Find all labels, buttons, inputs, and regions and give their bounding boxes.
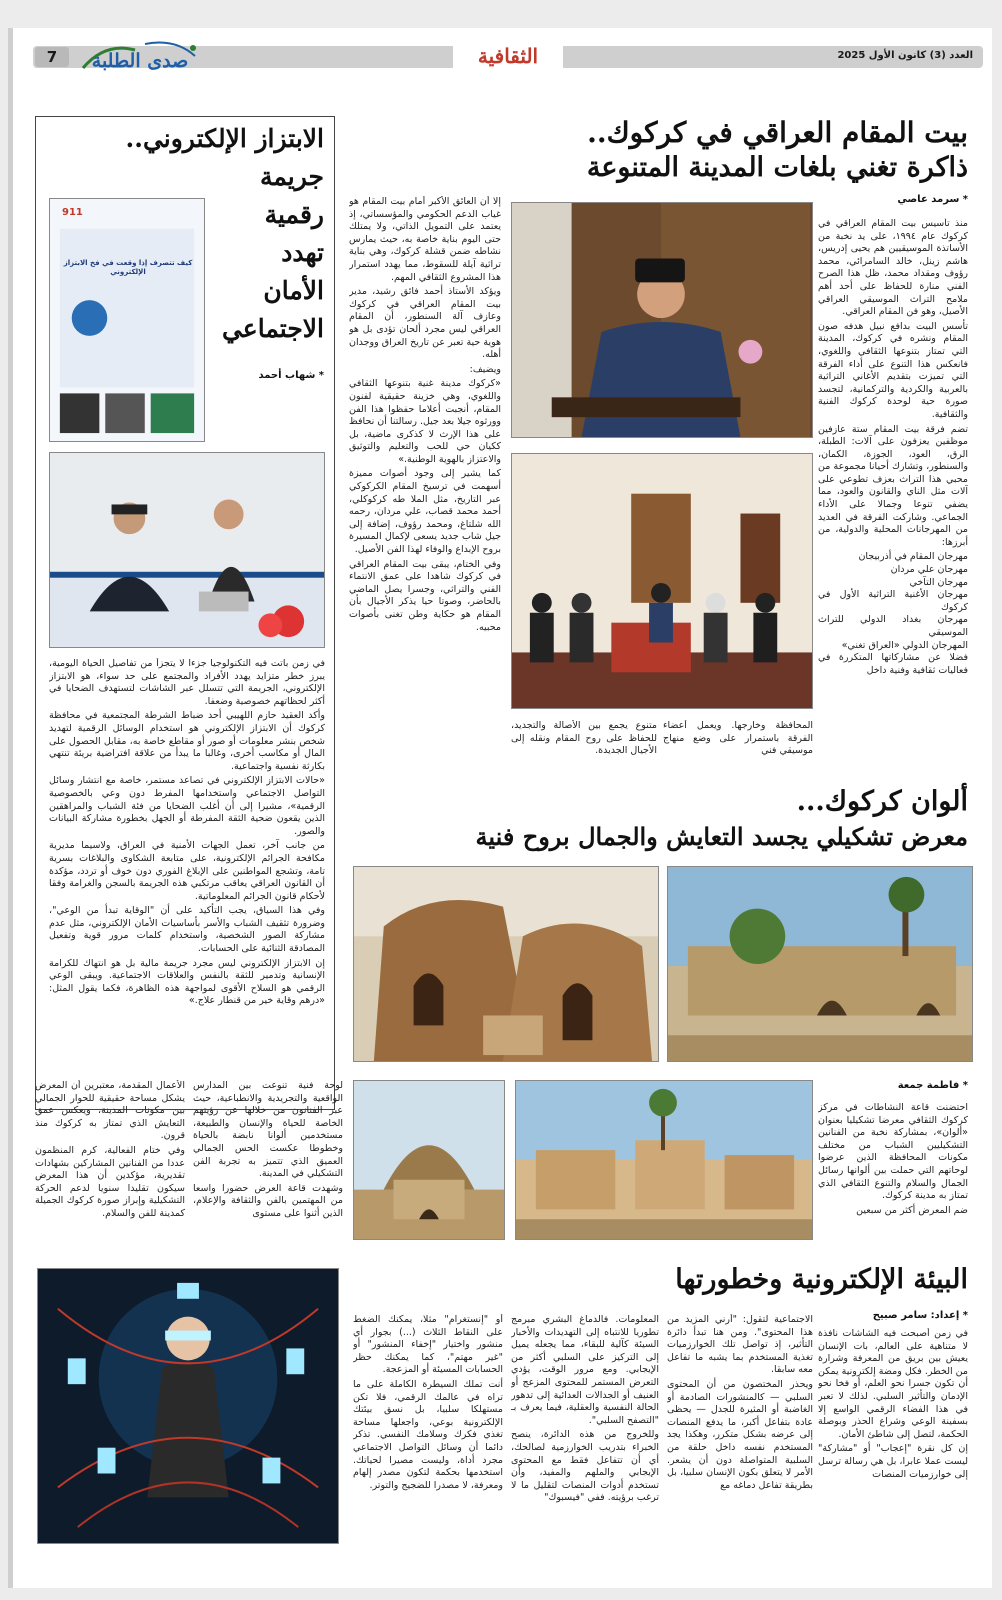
issue-date: العدد (3) كانون الأول 2025 — [837, 50, 973, 61]
paragraph: وفي هذا السياق، يجب التأكيد على أن "الوقاية تبدأ من الوعي"، وضرورة تثقيف الشباب والأسر بأساسيات الأمان الإلكتروني، مثل عدم مشاركة الصور الشخصية، واستخدام كلمات مرور قوية وتفعيل المصادقة الثنائية على الحسابات. — [49, 905, 325, 955]
blackmail-title-line3: رقمية — [264, 200, 324, 229]
paragraph: «حالات الابتزاز الإلكتروني في تصاعد مستمر، خاصة مع انتشار وسائل التواصل الاجتماعي واستخدامها المفرط دون وعي بالخصوصية الرقمية»، مشيرا إلى أن أغلب الضحايا من فئة الشباب والمراهقين الذين يقعون ضحية الثقة المفرطة أو الجهل بخطورة مشاركة البيانات والصور. — [49, 775, 325, 837]
maqam-title-line2: ذاكرة تغني بلغات المدينة المتنوعة — [586, 152, 968, 183]
exhibition-col-right — [818, 1102, 968, 1242]
paragraph: منذ تأسيس بيت المقام العراقي في كركوك عام ١٩٩٤، على يد نخبة من الأساتذة الموسيقيين هم يحيى إدريس، هاشم زينل، خالد السامرائي، محمد رؤوف ومقداد محمد، ظل هذا الصرح الفني منارة للحفاظ على أحد أهم ملامح التراث الموسيقي العراقي الأصيل، وهو فن المقام العراقي. — [818, 218, 968, 318]
police-officers-image — [50, 453, 324, 647]
paragraph: وشهدت قاعة العرض حضورا واسعا من المهتمين بالفن والثقافة والإعلام، الذين أثنوا على مستوى — [193, 1182, 343, 1219]
paragraph: من جانب آخر، تعمل الجهات الأمنية في العراق، ولاسيما مديرية مكافحة الجرائم الإلكترونية، على متابعة الشكاوى والبلاغات بسرية تامة، وتشجع المواطنين على الإبلاغ الفوري دون خوف أو تردد، مؤكدة أن القانون العراقي يعاقب مرتكبي هذه الجريمة بالسجن والغرامة وفقا لأحكام قانون الجرائم المعلوماتية. — [49, 840, 325, 902]
paragraph: «كركوك مدينة غنية بتنوعها الثقافي واللغوي، وهي خزينة حقيقية لفنون المقام، أنجبت أعلاما حفظوا هذا الفن وورثوه جيلا بعد جيل. رسالتنا أن نحافظ على هذا الإرث لا كذكرى ماضية، بل ككيان حي للحب والتعليم والتوثيق والاعتزاز بالهوية الوطنية.» — [349, 378, 501, 465]
digital-col-3 — [511, 1314, 659, 1564]
paragraph: لوحة فنية تنوعت بين المدارس الواقعية والتجريدية والانطباعية، حيث عبر الفنانون من خلالها عن رؤيتهم الخاصة للحياة والإنسان والطبيعة، مستخدمين ألوانا نابضة بالحياة وخطوطا عكست الحس الجمالي العميق الذي تتميز به تجربة الفن التشكيلي في المدينة. — [193, 1080, 343, 1180]
maqam-col-mid-right — [663, 720, 813, 776]
list-item: مهرجان التآخي — [909, 576, 968, 588]
paragraph: إن الابتزاز الإلكتروني ليس مجرد جريمة مالية بل هو انتهاك للكرامة الإنسانية وتدمير للثقة بالنفس والعلاقات الاجتماعية. ويبقى الوعي الرقمي هو السلاح الأقوى لمواجهة هذه الظاهرة، فكما يقول المثل: «درهم وقاية خير من قنطار علاج.» — [49, 957, 325, 1007]
paragraph: ضم المعرض أكثر من سبعين — [856, 1204, 968, 1216]
exhibition-col-mid — [193, 1080, 343, 1242]
digital-addiction-illustration — [37, 1268, 339, 1544]
maqam-col-left — [349, 196, 501, 782]
maqam-ensemble-photo — [511, 453, 813, 709]
painting-dome-shrine — [353, 1080, 505, 1240]
wired-person-image — [38, 1269, 338, 1543]
blackmail-title-line4: تهدد — [281, 238, 324, 267]
blackmail-title-line5: الأمان — [263, 276, 324, 305]
maqam-col-mid-left — [511, 720, 657, 776]
police-officers-photo — [49, 452, 325, 648]
paragraph: المعلومات. فالدماغ البشري مبرمج تطوريا للانتباه إلى التهديدات والأخبار السيئة كآلية للبقاء، مما يجعله يميل إلى التركيز على السلبي أكثر من الإيجابي. ومع مرور الوقت، يؤدي التعرض المستمر للمحتوى المزعج أو العنيف أو الجدالات العدائية إلى تدهور الحالة النفسية والعقلية، فيما يعرف بـ "التصفح السلبي". — [511, 1314, 659, 1426]
blackmail-title-line1: الابتزاز الإلكتروني.. — [125, 124, 324, 153]
digital-col-1 — [818, 1328, 968, 1564]
digital-author: * إعداد: سامر صبيح — [872, 1310, 968, 1321]
paragraph: الاجتماعية لتقول: "أرني المزيد من هذا المحتوى". ومن هنا تبدأ دائرة التأثير، إذ تواصل تلك الخوارزميات تغذية المستخدم بما يشبه ما تفاعل معه سابقا. — [667, 1314, 813, 1376]
santur-player-photo — [511, 202, 813, 438]
list-item: مهرجان المقام في أذربيجان — [858, 551, 968, 563]
paragraph: تأسس البيت بدافع نبيل هدفه صون المقام ونشره في كركوك، المدينة التي تمتاز بتنوعها الثقافي واللغوي، فانعكس هذا التنوع على أداء الفرقة التي تميزت بتقديم الأغاني التراثية بالعربية والكردية والتركمانية، لتجسد صورة حية لوحدة كركوك الفنية والثقافية. — [818, 320, 968, 420]
digital-title: البيئة الإلكترونية وخطورتها — [675, 1264, 968, 1295]
paragraph: تضم فرقة بيت المقام ستة عازفين موظفين يعزفون على آلات: الطبلة، الرق، العود، الجوزة، الكمان، والسنطور، وتشارك أحيانا مجموعة من محبي هذا التراث بعزف تطوعي على آلات مثل الناي والقانون والعود، مما يضفي تنوعا وجمالا على الأداء الجماعي. وشاركت الفرقة في العديد من المهرجانات المحلية والدولية، من أبرزها: — [818, 423, 968, 548]
painting-ruins-arches — [353, 866, 659, 1062]
maqam-col-right — [818, 218, 968, 758]
paragraph: وفي الختام، يبقى بيت المقام العراقي في كركوك شاهدا على عمق الانتماء الفني والتراثي، وجسرا يصل الماضي بالحاضر، وصوتا حيا يذكر الأجيال بأن المقام هو حكاية وطن تغنى بأصوات محبيه. — [349, 558, 501, 633]
paragraph: ويحذر المختصون من أن المحتوى السلبي — كالمنشورات الصادمة أو الغاضبة أو المثيرة للجدل — يحظى عادة بتفاعل أكبر، ما يدفع المنصات إلى عرضه بشكل متكرر، وهكذا يجد المستخدم نفسه داخل حلقة من السلبية المتواصلة دون أن يشعر. الأمر لا يتعلق بكون الإنسان سلبيا، بل بطريقة تفاعل دماغه مع — [667, 1378, 813, 1491]
painting-village-palm — [667, 866, 973, 1062]
painting-image — [516, 1081, 812, 1239]
painting-image — [354, 1081, 504, 1239]
exhibition-title-line2: معرض تشكيلي يجسد التعايش والجمال بروح فنية — [475, 822, 968, 851]
awareness-poster — [49, 198, 205, 442]
section-title: الثقافية — [453, 44, 563, 68]
paragraph: إن كل نقرة "إعجاب" أو "مشاركة" ليست عملا عابرا، بل هي رسالة ترسل إلى خوارزميات المنصات — [818, 1443, 968, 1480]
santur-player-image — [512, 203, 812, 437]
page-number-box: 7 — [35, 47, 69, 67]
brand-logo — [75, 38, 203, 80]
painting-image — [354, 867, 658, 1061]
paragraph: إلا أن العائق الأكبر أمام بيت المقام هو غياب الدعم الحكومي والمؤسساتي، إذ يعتمد على التمويل الذاتي، ولا يمتلك حتى اليوم بناية خاصة به، حيث يمارس نشاطه ضمن قشلة كركوك، وهي بناية تراثية آيلة للسقوط، مما يهدد استمرار هذا المشروع الثقافي المهم. — [349, 196, 501, 283]
brand-name: صدى الطلبة — [91, 50, 189, 72]
blackmail-title-line2: جريمة — [259, 162, 324, 191]
blackmail-body — [49, 658, 325, 1098]
poster-image — [50, 199, 204, 441]
paragraph: ويضيف: — [469, 363, 501, 375]
paragraph: المحافظة وخارجها. ويعمل أعضاء الفرقة باستمرار على وضع منهاج موسيقي فني — [663, 720, 813, 757]
exhibition-col-left — [35, 1080, 185, 1242]
paragraph: فضلا عن مشاركاتها المتكررة في فعاليات ثقافية وفنية داخل — [818, 652, 968, 676]
blackmail-title-line6: الاجتماعي — [221, 314, 324, 343]
paragraph: كما يشير إلى وجود أصوات مميزة أسهمت في ترسيخ المقام الكركوكي عبر التاريخ، مثل الملا طه كركوكلي، أحمد محمد قصاب، علي مردان، رحمه الله شلتاغ، ومحمد رؤوف، إضافة إلى جيل شاب جديد يسعى لإكمال المسيرة بروح الإبداع والوفاء لهذا الفن الأصيل. — [349, 468, 501, 556]
digital-col-2 — [667, 1314, 813, 1564]
paragraph: احتضنت قاعة النشاطات في مركز كركوك الثقافي معرضا تشكيليا بعنوان «ألوان»، بمشاركة نخبة من الفنانين التشكيليين الشباب من مختلف مكونات المحافظة الذين عرضوا لوحاتهم التي حملت بين ألوانها رسائل الجمال والسلام والتنوع الثقافي الذي تمتاز به مدينة كركوك. — [818, 1102, 968, 1202]
paragraph: في زمن أصبحت فيه الشاشات نافذة لا متناهية على العالم، بات الإنسان يعيش بين بريق من المعرفة وشرارة من الخطر. فكل ومضة إلكترونية يمكن أن تكون جسرا نحو العلم، أو فخا نحو الإدمان والتأثير السلبي. لذلك لا تعبر في هذا الفضاء الرقمي الواسع إلا بسفينة الوعي وشراع الحذر وبوصلة الحكمة، لتصل إلى شاطئ الأمان. — [818, 1328, 968, 1440]
digital-col-4 — [353, 1314, 503, 1564]
maqam-title-line1: بيت المقام العراقي في كركوك.. — [587, 116, 968, 149]
list-item: مهرجان علي مردان — [890, 564, 968, 576]
poster-title: كيف تتصرف إذا وقعت في فخ الابتزاز الإلكتروني — [63, 259, 193, 276]
paragraph: متنوع يجمع بين الأصالة والتجديد، للحفاظ على روح المقام ونقله إلى الأجيال الجديدة. — [511, 720, 657, 757]
paragraph: في زمن باتت فيه التكنولوجيا جزءا لا يتجزأ من تفاصيل الحياة اليومية، يبرز خطر متزايد يهدد الأفراد والمجتمع على حد سواء، هو الابتزاز الإلكتروني، الجريمة التي تتسلل عبر الشاشات لتستهدف الضحايا في أكثر لحظاتهم خصوصية وضعفا. — [49, 658, 325, 707]
painting-old-town — [515, 1080, 813, 1240]
list-item: المهرجان الدولي «العراق تغني» — [841, 639, 968, 651]
list-item: مهرجان الأغنية التراثية الأول في كركوك — [818, 589, 968, 613]
blackmail-author: * شهاب أحمد — [258, 370, 324, 381]
exhibition-author: * فاطمة جمعة — [897, 1080, 968, 1091]
paragraph: ويؤكد الأستاذ أحمد فائق رشيد، مدير بيت المقام العراقي في كركوك وعازف آلة السنطور، أن المقام العراقي ليس مجرد ألحان تؤدى بل هو هوية حية تعبر عن تاريخ العراق ووجدان أهله. — [349, 286, 501, 361]
paragraph: وفي ختام الفعالية، كرم المنظمون عددا من الفنانين المشاركين بشهادات تقديرية، مؤكدين أن هذا المعرض سيكون تقليدا سنويا لدعم الحركة التشكيلية وإبراز صورة كركوك الجميلة كمدينة للفن والسلام. — [35, 1144, 185, 1219]
paragraph: الأعمال المقدمة، معتبرين أن المعرض يشكل مساحة حقيقية للحوار الجمالي بين مكونات المدينة، ويعكس عمق التعايش الذي تمتاز به كركوك منذ قرون. — [35, 1080, 185, 1142]
paragraph: أنت تملك السيطرة الكاملة على ما تراه في عالمك الرقمي، فلا تكن مستهلكا سلبيا، بل نسق بيئتك الإلكترونية بوعي، واجعلها مساحة تغذي فكرك وسلامك النفسي. تذكر دائما أن وسائل التواصل الاجتماعي مجرد أداة، وليست مصيرا لحياتك. استخدمها بحكمة لتكون مصدر إلهام ومعرفة، لا مصدرا للضجيج والتوتر. — [353, 1378, 503, 1491]
maqam-author: * سرمد عاصي — [897, 194, 968, 205]
exhibition-title-line1: ألوان كركوك... — [796, 786, 968, 817]
painting-image — [668, 867, 972, 1061]
paragraph: وأكد العقيد حازم اللهيبي أحد ضباط الشرطة المجتمعية في محافظة كركوك أن الابتزاز الإلكتروني هو استخدام الوسائل الرقمية لتهديد شخص بنشر معلومات أو صور أو مقاطع خاصة به، مقابل الحصول على المال أو مكاسب أخرى، وغالبا ما يبدأ من علاقة افتراضية بريئة تنتهي بكارثة نفسية واجتماعية. — [49, 710, 325, 772]
newspaper-page — [8, 28, 992, 1588]
festival-list — [818, 551, 968, 652]
poster-hotline: 911 — [62, 207, 83, 218]
paragraph: وللخروج من هذه الدائرة، ينصح الخبراء بتدريب الخوارزمية لصالحك، أي أن تتفاعل فقط مع المحتوى الإيجابي والملهم والمفيد، وأن تستخدم أدوات المنصات لتقليل ما لا ترغب برؤيته. ففي "فيسبوك" — [511, 1429, 659, 1504]
paragraph: أو "إنستغرام" مثلا، يمكنك الضغط على النقاط الثلاث (...) بجوار أي منشور واختيار "إخفاء المنشور" أو "غير مهتم"، كما يمكنك حظر الحسابات المسيئة أو المزعجة. — [353, 1314, 503, 1376]
ensemble-image — [512, 454, 812, 708]
list-item: مهرجان بغداد الدولي للتراث الموسيقي — [818, 614, 968, 638]
